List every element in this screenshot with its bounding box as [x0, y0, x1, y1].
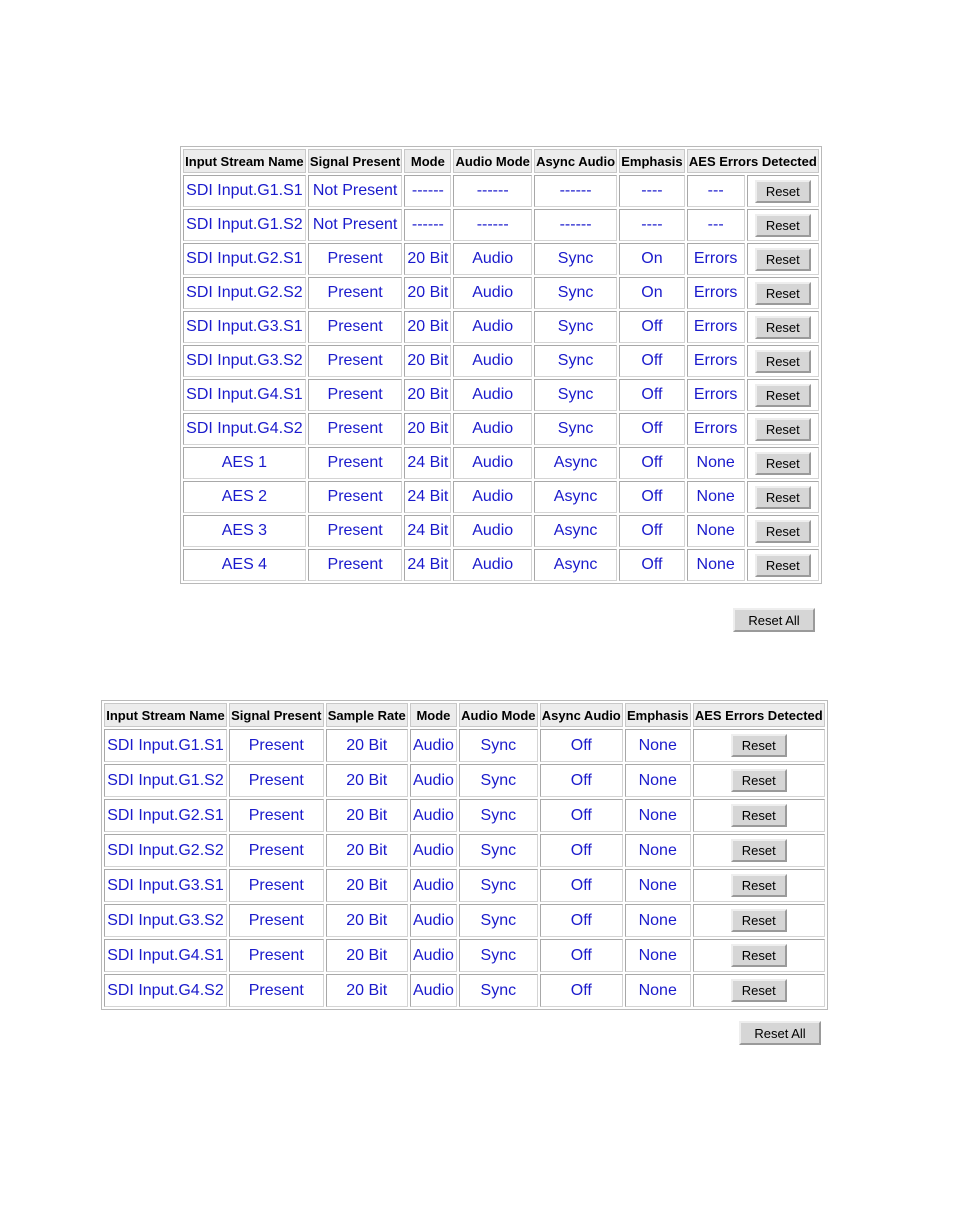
emphasis-cell: Off [619, 515, 685, 547]
emphasis-cell: Off [619, 311, 685, 343]
mode-cell: 20 Bit [404, 243, 451, 275]
audio-mode-cell: Sync [459, 904, 538, 937]
aes-errors-cell: None [687, 549, 745, 581]
audio-mode-cell: Sync [459, 869, 538, 902]
table-row [183, 549, 819, 581]
column-header-signal-present: Signal Present [308, 149, 403, 173]
emphasis-cell: On [619, 243, 685, 275]
aes-errors-cell: --- [687, 175, 745, 207]
reset-button[interactable]: Reset [755, 248, 811, 271]
audio-mode-cell: Sync [459, 974, 538, 1007]
column-header-mode: Mode [410, 703, 457, 727]
column-header-input-stream-name: Input Stream Name [104, 703, 227, 727]
mode-cell: Audio [410, 729, 457, 762]
signal-present-cell: Present [308, 277, 403, 309]
reset-button[interactable]: Reset [731, 979, 787, 1002]
mode-cell: 24 Bit [404, 515, 451, 547]
async-audio-cell: Async [534, 481, 617, 513]
aes-errors-cell: None [687, 447, 745, 479]
mode-cell: Audio [410, 974, 457, 1007]
mode-cell: 20 Bit [404, 379, 451, 411]
emphasis-cell: None [625, 729, 691, 762]
reset-cell [747, 379, 819, 411]
signal-present-cell: Not Present [308, 209, 403, 241]
stream-name-cell: SDI Input.G2.S2 [104, 834, 227, 867]
input-status-table [102, 701, 827, 1009]
table-header-row [104, 703, 825, 727]
stream-name-cell: AES 1 [183, 447, 306, 479]
stream-name-cell: SDI Input.G4.S1 [183, 379, 306, 411]
emphasis-cell: None [625, 799, 691, 832]
audio-mode-cell: Audio [453, 311, 532, 343]
reset-cell [747, 175, 819, 207]
async-audio-cell: Off [540, 974, 623, 1007]
reset-cell [693, 764, 825, 797]
mode-cell: Audio [410, 939, 457, 972]
async-audio-cell: Sync [534, 379, 617, 411]
reset-button[interactable]: Reset [755, 418, 811, 441]
reset-cell [693, 939, 825, 972]
table-row [104, 939, 825, 972]
table-row [104, 904, 825, 937]
async-audio-cell: Sync [534, 311, 617, 343]
stream-name-cell: AES 3 [183, 515, 306, 547]
async-audio-cell: Off [540, 869, 623, 902]
signal-present-cell: Present [229, 799, 324, 832]
emphasis-cell: None [625, 834, 691, 867]
table-row [183, 277, 819, 309]
table-row [183, 413, 819, 445]
sample-rate-cell: 20 Bit [326, 904, 408, 937]
audio-mode-cell: ------ [453, 209, 532, 241]
stream-name-cell: SDI Input.G2.S1 [183, 243, 306, 275]
stream-name-cell: SDI Input.G3.S2 [183, 345, 306, 377]
aes-errors-cell: --- [687, 209, 745, 241]
signal-present-cell: Present [229, 869, 324, 902]
aes-errors-cell: Errors [687, 277, 745, 309]
mode-cell: 20 Bit [404, 413, 451, 445]
emphasis-cell: None [625, 939, 691, 972]
mode-cell: 24 Bit [404, 549, 451, 581]
stream-name-cell: SDI Input.G4.S1 [104, 939, 227, 972]
reset-button[interactable]: Reset [731, 804, 787, 827]
column-header-async-audio: Async Audio [534, 149, 617, 173]
column-header-emphasis: Emphasis [619, 149, 685, 173]
reset-button[interactable]: Reset [755, 180, 811, 203]
column-header-sample-rate: Sample Rate [326, 703, 408, 727]
table-row [104, 729, 825, 762]
async-audio-cell: Sync [534, 413, 617, 445]
table-row [183, 345, 819, 377]
mode-cell: 20 Bit [404, 345, 451, 377]
table-row [183, 447, 819, 479]
signal-present-cell: Present [308, 345, 403, 377]
reset-all-button[interactable]: Reset All [739, 1021, 821, 1045]
emphasis-cell: Off [619, 549, 685, 581]
emphasis-cell: ---- [619, 209, 685, 241]
reset-button[interactable]: Reset [731, 769, 787, 792]
reset-cell [693, 834, 825, 867]
signal-present-cell: Present [229, 939, 324, 972]
stream-name-cell: SDI Input.G4.S2 [104, 974, 227, 1007]
async-audio-cell: Async [534, 515, 617, 547]
reset-cell [693, 799, 825, 832]
column-header-input-stream-name: Input Stream Name [183, 149, 306, 173]
reset-cell [747, 243, 819, 275]
reset-cell [693, 974, 825, 1007]
column-header-signal-present: Signal Present [229, 703, 324, 727]
table-row [183, 379, 819, 411]
mode-cell: Audio [410, 799, 457, 832]
emphasis-cell: None [625, 974, 691, 1007]
table-row [183, 175, 819, 207]
mode-cell: Audio [410, 764, 457, 797]
reset-cell [693, 904, 825, 937]
emphasis-cell: On [619, 277, 685, 309]
column-header-audio-mode: Audio Mode [459, 703, 538, 727]
stream-name-cell: AES 2 [183, 481, 306, 513]
emphasis-cell: Off [619, 345, 685, 377]
column-header-audio-mode: Audio Mode [453, 149, 532, 173]
audio-mode-cell: Sync [459, 799, 538, 832]
stream-name-cell: SDI Input.G1.S1 [183, 175, 306, 207]
signal-present-cell: Present [308, 515, 403, 547]
signal-present-cell: Present [308, 549, 403, 581]
signal-present-cell: Present [308, 413, 403, 445]
input-status-table-2 [101, 700, 828, 1010]
reset-cell [747, 481, 819, 513]
stream-name-cell: SDI Input.G3.S1 [183, 311, 306, 343]
reset-button[interactable]: Reset [731, 909, 787, 932]
emphasis-cell: None [625, 904, 691, 937]
mode-cell: ------ [404, 175, 451, 207]
audio-mode-cell: Audio [453, 243, 532, 275]
reset-button[interactable]: Reset [755, 486, 811, 509]
stream-name-cell: AES 4 [183, 549, 306, 581]
column-header-aes-errors-detected: AES Errors Detected [687, 149, 819, 173]
stream-name-cell: SDI Input.G2.S2 [183, 277, 306, 309]
audio-mode-cell: Audio [453, 481, 532, 513]
table-row [183, 243, 819, 275]
reset-cell [693, 869, 825, 902]
signal-present-cell: Present [229, 729, 324, 762]
reset-cell [693, 729, 825, 762]
reset-cell [747, 413, 819, 445]
async-audio-cell: Sync [534, 277, 617, 309]
audio-mode-cell: Audio [453, 345, 532, 377]
aes-errors-cell: Errors [687, 379, 745, 411]
aes-errors-cell: None [687, 515, 745, 547]
async-audio-cell: Off [540, 939, 623, 972]
sample-rate-cell: 20 Bit [326, 799, 408, 832]
emphasis-cell: ---- [619, 175, 685, 207]
async-audio-cell: Off [540, 834, 623, 867]
aes-errors-cell: Errors [687, 243, 745, 275]
audio-mode-cell: Sync [459, 729, 538, 762]
mode-cell: 20 Bit [404, 277, 451, 309]
audio-mode-cell: Audio [453, 379, 532, 411]
signal-present-cell: Not Present [308, 175, 403, 207]
audio-mode-cell: Sync [459, 764, 538, 797]
audio-mode-cell: Audio [453, 447, 532, 479]
mode-cell: Audio [410, 834, 457, 867]
reset-button[interactable]: Reset [755, 554, 811, 577]
aes-errors-cell: None [687, 481, 745, 513]
stream-name-cell: SDI Input.G4.S2 [183, 413, 306, 445]
column-header-aes-errors-detected: AES Errors Detected [693, 703, 825, 727]
table-row [104, 869, 825, 902]
emphasis-cell: Off [619, 447, 685, 479]
sample-rate-cell: 20 Bit [326, 974, 408, 1007]
stream-name-cell: SDI Input.G1.S2 [183, 209, 306, 241]
async-audio-cell: Off [540, 729, 623, 762]
async-audio-cell: Off [540, 904, 623, 937]
signal-present-cell: Present [308, 447, 403, 479]
audio-mode-cell: Audio [453, 277, 532, 309]
async-audio-cell: ------ [534, 209, 617, 241]
aes-errors-cell: Errors [687, 311, 745, 343]
async-audio-cell: Sync [534, 345, 617, 377]
reset-cell [747, 515, 819, 547]
audio-mode-cell: Sync [459, 939, 538, 972]
table-header-row [183, 149, 819, 173]
input-status-table-1 [180, 146, 822, 584]
signal-present-cell: Present [308, 243, 403, 275]
mode-cell: ------ [404, 209, 451, 241]
mode-cell: 24 Bit [404, 481, 451, 513]
table-row [104, 974, 825, 1007]
sample-rate-cell: 20 Bit [326, 939, 408, 972]
column-header-mode: Mode [404, 149, 451, 173]
mode-cell: Audio [410, 904, 457, 937]
aes-errors-cell: Errors [687, 345, 745, 377]
reset-button[interactable]: Reset [755, 214, 811, 237]
emphasis-cell: None [625, 869, 691, 902]
reset-button[interactable]: Reset [755, 282, 811, 305]
reset-button[interactable]: Reset [755, 520, 811, 543]
reset-cell [747, 311, 819, 343]
column-header-emphasis: Emphasis [625, 703, 691, 727]
stream-name-cell: SDI Input.G1.S1 [104, 729, 227, 762]
stream-name-cell: SDI Input.G1.S2 [104, 764, 227, 797]
table-row [104, 764, 825, 797]
mode-cell: Audio [410, 869, 457, 902]
signal-present-cell: Present [229, 904, 324, 937]
sample-rate-cell: 20 Bit [326, 729, 408, 762]
signal-present-cell: Present [308, 379, 403, 411]
audio-mode-cell: Audio [453, 413, 532, 445]
signal-present-cell: Present [229, 764, 324, 797]
signal-present-cell: Present [308, 481, 403, 513]
reset-cell [747, 447, 819, 479]
input-status-table [181, 147, 821, 583]
sample-rate-cell: 20 Bit [326, 834, 408, 867]
async-audio-cell: ------ [534, 175, 617, 207]
reset-cell [747, 277, 819, 309]
reset-button[interactable]: Reset [755, 452, 811, 475]
reset-button[interactable]: Reset [755, 316, 811, 339]
mode-cell: 20 Bit [404, 311, 451, 343]
table-row [183, 481, 819, 513]
table-row [183, 311, 819, 343]
audio-mode-cell: Audio [453, 515, 532, 547]
reset-button[interactable]: Reset [731, 839, 787, 862]
reset-cell [747, 209, 819, 241]
signal-present-cell: Present [229, 834, 324, 867]
emphasis-cell: None [625, 764, 691, 797]
reset-button[interactable]: Reset [731, 874, 787, 897]
table-row [183, 515, 819, 547]
audio-mode-cell: Sync [459, 834, 538, 867]
table-row [183, 209, 819, 241]
async-audio-cell: Sync [534, 243, 617, 275]
table-row [104, 799, 825, 832]
reset-button[interactable]: Reset [731, 944, 787, 967]
signal-present-cell: Present [229, 974, 324, 1007]
reset-cell [747, 345, 819, 377]
column-header-async-audio: Async Audio [540, 703, 623, 727]
reset-button[interactable]: Reset [755, 384, 811, 407]
emphasis-cell: Off [619, 481, 685, 513]
async-audio-cell: Off [540, 764, 623, 797]
stream-name-cell: SDI Input.G2.S1 [104, 799, 227, 832]
reset-button[interactable]: Reset [755, 350, 811, 373]
table-row [104, 834, 825, 867]
signal-present-cell: Present [308, 311, 403, 343]
emphasis-cell: Off [619, 379, 685, 411]
reset-button[interactable]: Reset [731, 734, 787, 757]
async-audio-cell: Async [534, 447, 617, 479]
sample-rate-cell: 20 Bit [326, 869, 408, 902]
async-audio-cell: Off [540, 799, 623, 832]
async-audio-cell: Async [534, 549, 617, 581]
stream-name-cell: SDI Input.G3.S2 [104, 904, 227, 937]
stream-name-cell: SDI Input.G3.S1 [104, 869, 227, 902]
emphasis-cell: Off [619, 413, 685, 445]
sample-rate-cell: 20 Bit [326, 764, 408, 797]
audio-mode-cell: ------ [453, 175, 532, 207]
reset-cell [747, 549, 819, 581]
aes-errors-cell: Errors [687, 413, 745, 445]
audio-mode-cell: Audio [453, 549, 532, 581]
reset-all-button[interactable]: Reset All [733, 608, 815, 632]
mode-cell: 24 Bit [404, 447, 451, 479]
